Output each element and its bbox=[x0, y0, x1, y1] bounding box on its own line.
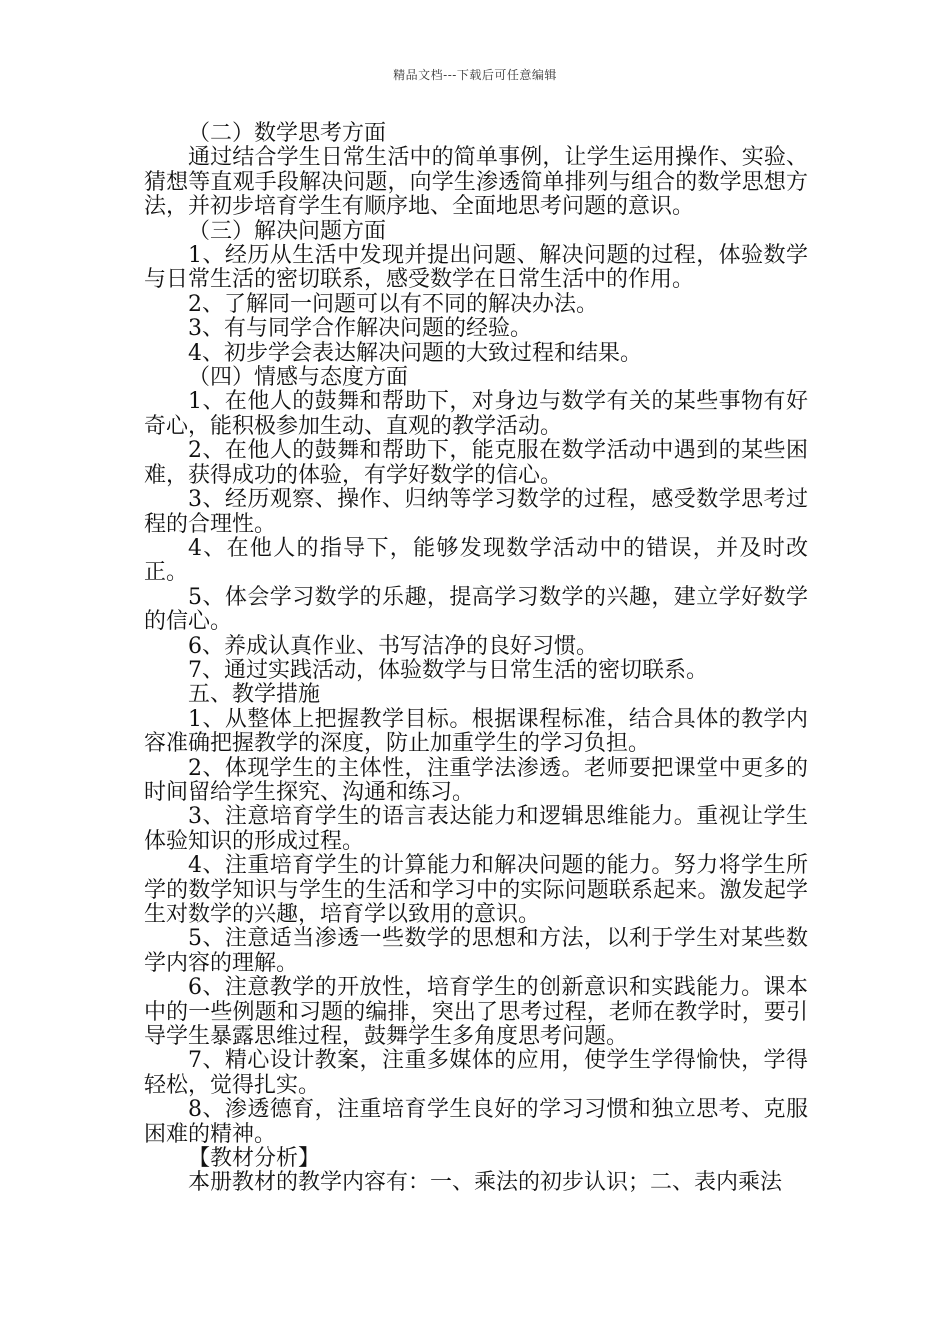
section-heading-problem-solving: （三）解决问题方面 bbox=[188, 218, 387, 244]
paragraph: 2、体现学生的主体性，注重学法渗透。老师要把课堂中更多的时间留给学生探究、沟通和练习。 bbox=[144, 755, 808, 805]
paragraph: 5、体会学习数学的乐趣，提高学习数学的兴趣，建立学好数学的信心。 bbox=[144, 584, 808, 635]
section-heading-textbook-analysis: 【教材分析】 bbox=[188, 1146, 321, 1172]
paragraph: 4、初步学会表达解决问题的大致过程和结果。 bbox=[188, 340, 642, 366]
paragraph: 5、注意适当渗透一些数学的思想和方法，以利于学生对某些数学内容的理解。 bbox=[144, 926, 808, 976]
section-heading-math-thinking: （二）数学思考方面 bbox=[188, 121, 387, 146]
paragraph: 3、注意培育学生的语言表达能力和逻辑思维能力。重视让学生体验知识的形成过程。 bbox=[144, 804, 808, 854]
paragraph: 4、在他人的指导下，能够发现数学活动中的错误，并及时改正。 bbox=[144, 535, 808, 586]
paragraph: 6、养成认真作业、书写洁净的良好习惯。 bbox=[188, 633, 598, 659]
paragraph: 7、通过实践活动，体验数学与日常生活的密切联系。 bbox=[188, 657, 708, 683]
page-header: 精品文档---下载后可任意编辑 bbox=[393, 68, 557, 82]
paragraph: 本册教材的教学内容有：一、乘法的初步认识；二、表内乘法 bbox=[188, 1170, 783, 1196]
paragraph: 4、注重培育学生的计算能力和解决问题的能力。努力将学生所学的数学知识与学生的生活和学习中的实际问题联系起来。激发起学生对数学的兴趣，培育学以致用的意识。 bbox=[144, 853, 808, 927]
paragraph: 6、注意教学的开放性，培育学生的创新意识和实践能力。课本中的一些例题和习题的编排，突出了思考过程，老师在教学时，要引导学生暴露思维过程，鼓舞学生多角度思考问题。 bbox=[144, 975, 808, 1050]
paragraph: 1、从整体上把握教学目标。根据课程标准，结合具体的教学内容准确把握教学的深度，防止加重学生的学习负担。 bbox=[144, 706, 808, 757]
document-body bbox=[144, 122, 808, 1196]
paragraph: 2、在他人的鼓舞和帮助下，能克服在数学活动中遇到的某些困难，获得成功的体验，有学好数学的信心。 bbox=[144, 438, 808, 488]
paragraph: 2、了解同一问题可以有不同的解决办法。 bbox=[188, 291, 598, 317]
paragraph: 3、经历观察、操作、归纳等学习数学的过程，感受数学思考过程的合理性。 bbox=[144, 487, 808, 537]
paragraph: 8、渗透德育，注重培育学生良好的学习习惯和独立思考、克服困难的精神。 bbox=[144, 1097, 808, 1147]
section-heading-teaching-measures: 五、教学措施 bbox=[188, 682, 321, 708]
paragraph: 3、有与同学合作解决问题的经验。 bbox=[188, 316, 532, 342]
section-heading-emotion-attitude: （四）情感与态度方面 bbox=[188, 365, 409, 391]
paragraph: 1、经历从生活中发现并提出问题、解决问题的过程，体验数学与日常生活的密切联系，感受数学在日常生活中的作用。 bbox=[144, 243, 808, 293]
paragraph: 7、精心设计教案，注重多媒体的应用，使学生学得愉快，学得轻松，觉得扎实。 bbox=[144, 1048, 808, 1098]
paragraph: 通过结合学生日常生活中的简单事例，让学生运用操作、实验、猜想等直观手段解决问题，向学生渗透简单排列与组合的数学思想方法，并初步培育学生有顺序地、全面地思考问题的意识。 bbox=[144, 145, 808, 220]
paragraph: 1、在他人的鼓舞和帮助下，对身边与数学有关的某些事物有好奇心，能积极参加生动、直观的教学活动。 bbox=[144, 389, 808, 439]
